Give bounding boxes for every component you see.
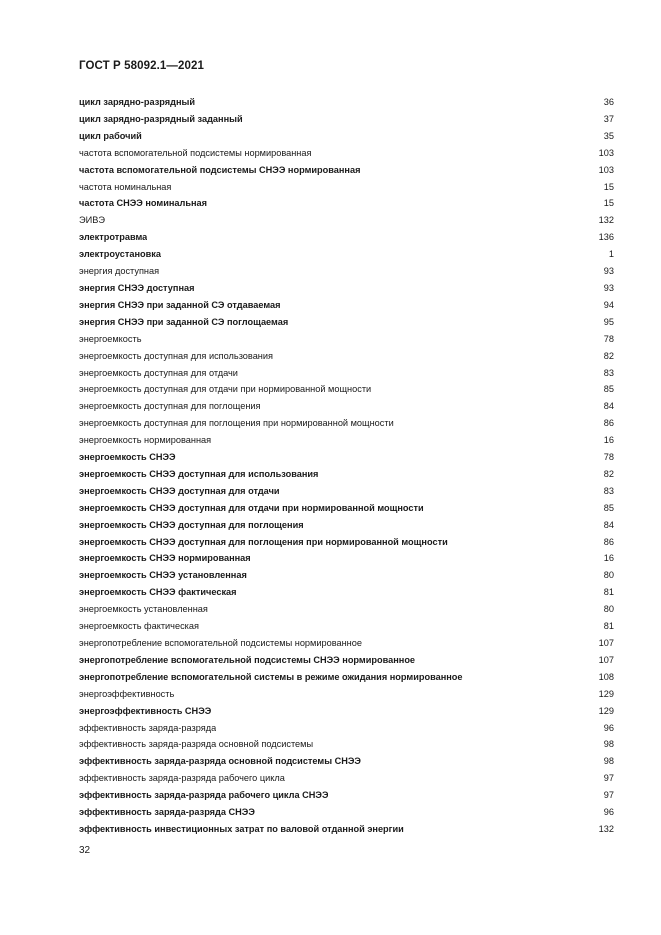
index-term: энергоемкость СНЭЭ доступная для отдачи <box>79 485 280 496</box>
index-term: энергоемкость доступная для отдачи при нормированной мощности <box>79 384 372 395</box>
index-entry <box>79 179 614 196</box>
index-entry <box>79 483 614 500</box>
index-page-number: 78 <box>603 452 614 463</box>
index-page-number: 136 <box>598 232 614 243</box>
index-term: энергоемкость СНЭЭ <box>79 452 176 463</box>
index-page-number: 80 <box>603 604 614 615</box>
index-entry <box>79 449 614 466</box>
index-entry <box>79 128 614 145</box>
index-page-number: 129 <box>598 705 614 716</box>
index-term: энергопотребление вспомогательной подсистемы СНЭЭ нормированное <box>79 654 416 665</box>
index-entry <box>79 314 614 331</box>
index-page-number: 98 <box>603 756 614 767</box>
index-page-number: 1 <box>608 249 614 260</box>
index-entry <box>79 381 614 398</box>
index-entry <box>79 466 614 483</box>
index-page-number: 36 <box>603 97 614 107</box>
index-page-number: 96 <box>603 807 614 818</box>
index-entry <box>79 348 614 365</box>
index-page-number: 85 <box>603 502 614 513</box>
index-page-number: 86 <box>603 536 614 547</box>
index-page-number: 82 <box>603 468 614 479</box>
index-page-number: 93 <box>603 266 614 277</box>
index-entry <box>79 500 614 517</box>
index-page-number: 15 <box>603 181 614 192</box>
index-page-number: 35 <box>603 130 614 141</box>
index-page-number: 83 <box>603 485 614 496</box>
index-entry <box>79 686 614 703</box>
index-entry <box>79 584 614 601</box>
index-entry <box>79 229 614 246</box>
index-term: эффективность заряда-разряда основной подсистемы СНЭЭ <box>79 756 361 767</box>
index-entry <box>79 162 614 179</box>
index-page-number: 103 <box>598 164 614 175</box>
index-entry <box>79 398 614 415</box>
index-term: энергоемкость СНЭЭ фактическая <box>79 587 237 598</box>
index-page-number: 85 <box>603 384 614 395</box>
index-entry <box>79 111 614 128</box>
index-term: электротравма <box>79 232 148 243</box>
index-term: энергоэффективность СНЭЭ <box>79 705 212 716</box>
index-term: энергоемкость доступная для использования <box>79 350 273 361</box>
index-page-number: 15 <box>603 198 614 209</box>
index-page-number: 80 <box>603 570 614 581</box>
index-page-number: 97 <box>603 790 614 801</box>
index-term: энергоэффективность <box>79 688 175 699</box>
index-term: эффективность заряда-разряда рабочего цикла СНЭЭ <box>79 790 329 801</box>
index-page-number: 107 <box>598 654 614 665</box>
index-entry <box>79 297 614 314</box>
index-term: энергоемкость фактическая <box>79 621 199 632</box>
index-entry <box>79 601 614 618</box>
index-term: энергоемкость доступная для отдачи <box>79 367 238 378</box>
index-term: энергоемкость СНЭЭ доступная для использования <box>79 468 319 479</box>
index-entry <box>79 652 614 669</box>
index-entry <box>79 669 614 686</box>
index-page-number: 16 <box>603 435 614 446</box>
index-term: ЭИВЭ <box>79 215 105 226</box>
index-term: энергоемкость <box>79 333 142 344</box>
index-entry <box>79 787 614 804</box>
index-page-number: 98 <box>603 739 614 750</box>
index-term: энергоемкость нормированная <box>79 435 212 446</box>
index-page-number: 86 <box>603 418 614 429</box>
index-entry <box>79 331 614 348</box>
index-entry <box>79 534 614 551</box>
index-entry <box>79 195 614 212</box>
index-term: эффективность заряда-разряда основной подсистемы <box>79 739 314 750</box>
index-term: эффективность заряда-разряда СНЭЭ <box>79 807 255 818</box>
index-entry <box>79 212 614 229</box>
index-term: эффективность заряда-разряда рабочего цикла <box>79 773 285 784</box>
index-term: электроустановка <box>79 249 161 260</box>
index-term: энергоемкость СНЭЭ доступная для поглощения при нормированной мощности <box>79 536 448 547</box>
index-entry <box>79 280 614 297</box>
index-page-number: 129 <box>598 688 614 699</box>
index-term: энергия СНЭЭ доступная <box>79 282 195 293</box>
index-entry <box>79 550 614 567</box>
index-entry <box>79 821 614 838</box>
index-entry <box>79 703 614 720</box>
index-entry <box>79 804 614 821</box>
index-page-number: 93 <box>603 282 614 293</box>
index-page-number: 96 <box>603 722 614 733</box>
index-entry <box>79 432 614 449</box>
index-term: энергоемкость СНЭЭ нормированная <box>79 553 251 564</box>
index-page-number: 103 <box>598 147 614 158</box>
index-term: энергоемкость доступная для поглощения при нормированной мощности <box>79 418 394 429</box>
index-page-number: 84 <box>603 401 614 412</box>
index-entry <box>79 246 614 263</box>
index-page-number: 107 <box>598 638 614 648</box>
index-page-number: 84 <box>603 519 614 530</box>
index-page-number: 81 <box>603 587 614 598</box>
index-term: энергопотребление вспомогательной системы в режиме ожидания нормированное <box>79 671 463 682</box>
index-term: частота вспомогательной подсистемы СНЭЭ нормированная <box>79 164 361 175</box>
index-entry <box>79 145 614 162</box>
index-page-number: 132 <box>598 823 614 834</box>
index-term: энергоемкость СНЭЭ доступная для отдачи при нормированной мощности <box>79 502 424 513</box>
index-term: цикл зарядно-разрядный <box>79 97 195 107</box>
index-page-number: 83 <box>603 367 614 378</box>
index-page-number: 97 <box>603 773 614 784</box>
document-header: ГОСТ Р 58092.1—2021 <box>79 60 204 72</box>
index-entry <box>79 720 614 737</box>
index-term: частота СНЭЭ номинальная <box>79 198 208 209</box>
index-term: энергоемкость СНЭЭ установленная <box>79 570 247 581</box>
index-term: энергопотребление вспомогательной подсистемы нормированное <box>79 638 362 648</box>
index-page-number: 16 <box>603 553 614 564</box>
index-term: эффективность инвестиционных затрат по валовой отданной энергии <box>79 823 404 834</box>
index-entry <box>79 94 614 111</box>
index-page-number: 95 <box>603 316 614 327</box>
index-page-number: 94 <box>603 299 614 310</box>
index-entry <box>79 365 614 382</box>
index-entry <box>79 517 614 534</box>
index-term: частота вспомогательной подсистемы нормированная <box>79 147 312 158</box>
index-term: цикл зарядно-разрядный заданный <box>79 113 243 124</box>
index-page-number: 37 <box>603 113 614 124</box>
index-page-number: 132 <box>598 215 614 226</box>
index-entry <box>79 736 614 753</box>
index-page-number: 81 <box>603 621 614 632</box>
index-page-number: 108 <box>598 671 614 682</box>
index-page-number: 78 <box>603 333 614 344</box>
index-entry <box>79 263 614 280</box>
index-term: частота номинальная <box>79 181 172 192</box>
index-entry <box>79 635 614 652</box>
index-term: энергоемкость установленная <box>79 604 208 615</box>
index-entry <box>79 753 614 770</box>
index-term: энергоемкость доступная для поглощения <box>79 401 261 412</box>
index-term: энергия доступная <box>79 266 160 277</box>
index-entry <box>79 618 614 635</box>
index-entry <box>79 770 614 787</box>
index-entry <box>79 415 614 432</box>
index-term: энергия СНЭЭ при заданной СЭ поглощаемая <box>79 316 289 327</box>
index-term: энергоемкость СНЭЭ доступная для поглощения <box>79 519 304 530</box>
page-number: 32 <box>79 845 91 856</box>
alphabetical-index <box>79 94 614 838</box>
index-page-number: 82 <box>603 350 614 361</box>
index-entry <box>79 567 614 584</box>
index-term: эффективность заряда-разряда <box>79 722 217 733</box>
index-term: энергия СНЭЭ при заданной СЭ отдаваемая <box>79 299 281 310</box>
index-term: цикл рабочий <box>79 130 142 141</box>
